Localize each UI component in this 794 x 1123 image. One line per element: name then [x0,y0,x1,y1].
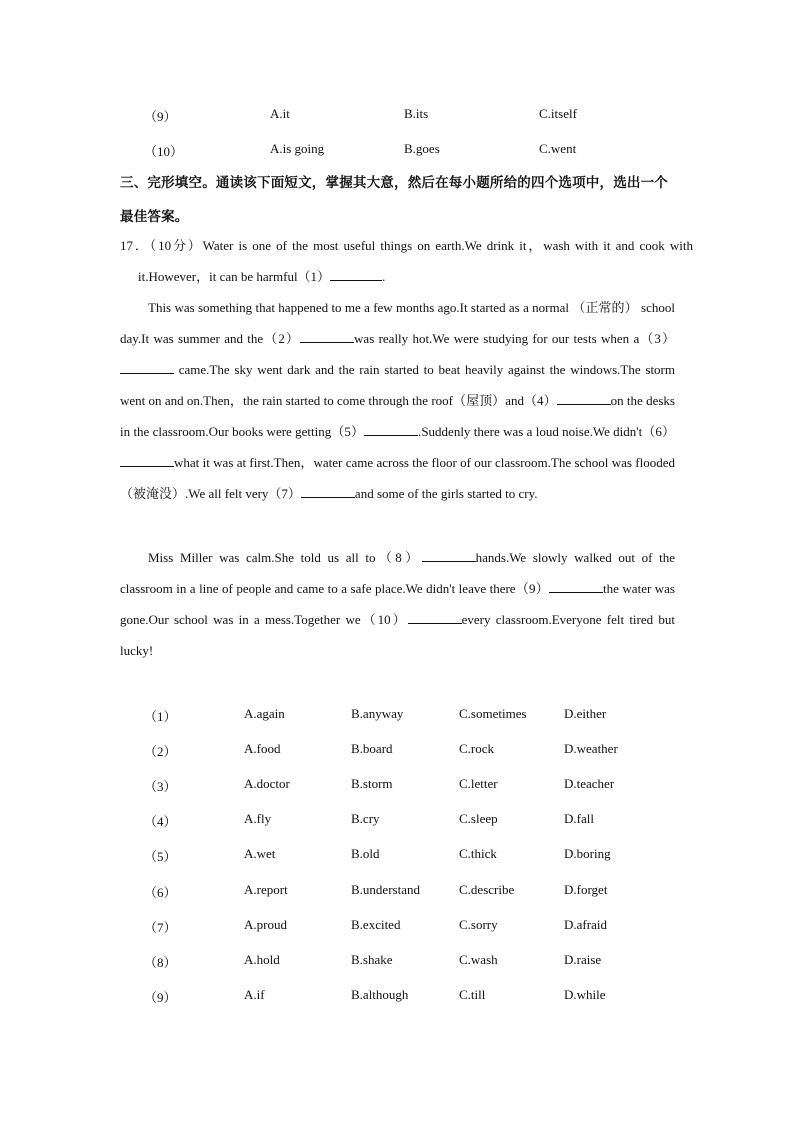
answer-blank [422,549,476,562]
option-row [0,706,794,726]
option-number: （5） [144,849,177,864]
question-number: 17．（10分） [120,238,203,253]
option-b: B.shake [351,952,393,967]
option-b: B.old [351,846,380,861]
prev-option-row [0,141,794,161]
option-b: B.board [351,741,393,756]
section-heading: 三、完形填空。通读该下面短文，掌握其大意，然后在每小题所给的四个选项中，选出一个最佳答案。 [120,175,668,224]
passage-text: . [382,269,386,284]
option-d: D.forget [564,882,608,897]
passage-text: Water is one of the most useful things on earth.We drink it，wash with it and cook with it.However，it can be harmful（1） [138,238,693,284]
option-c: C.wash [459,952,498,967]
option-number: （10） [144,144,184,159]
option-d: D.fall [564,811,594,826]
option-a: A.report [244,882,288,897]
answer-blank [120,454,174,467]
option-number: （3） [144,779,177,794]
option-row [0,952,794,972]
option-b: B.although [351,987,409,1002]
option-b: B.its [404,106,429,121]
option-d: D.teacher [564,776,615,791]
option-a: A.wet [244,846,276,861]
option-a: A.is going [270,141,325,156]
option-c: C.sleep [459,811,498,826]
answer-blank [301,485,355,498]
option-b: B.storm [351,776,393,791]
option-b: B.goes [404,141,440,156]
prev-option-row [0,106,794,126]
option-a: A.doctor [244,776,290,791]
passage-text: on the desks in the classroom.Our books were getting（5） [120,393,675,439]
option-b: B.understand [351,882,420,897]
option-d: D.boring [564,846,611,861]
passage-text: every classroom.Everyone felt tired but lucky! [120,612,675,658]
option-d: D.raise [564,952,602,967]
option-row [0,741,794,761]
option-c: C.sometimes [459,706,527,721]
option-number: （1） [144,709,177,724]
option-d: D.while [564,987,606,1002]
option-b: B.anyway [351,706,404,721]
answer-blank [364,423,418,436]
option-b: B.cry [351,811,380,826]
option-c: C.letter [459,776,498,791]
option-a: A.food [244,741,281,756]
answer-blank [120,361,174,374]
answer-blank [557,392,611,405]
passage-text: was really hot.We were studying for our tests when a（3） [354,331,675,346]
option-row [0,917,794,937]
option-row [0,987,794,1007]
option-d: D.either [564,706,607,721]
option-d: D.afraid [564,917,607,932]
option-a: A.again [244,706,285,721]
option-number: （4） [144,814,177,829]
option-c: C.went [539,141,577,156]
answer-blank [330,268,382,281]
option-c: C.itself [539,106,577,121]
option-c: C.thick [459,846,497,861]
passage-paragraph-1 [120,292,675,509]
passage-text: .Suddenly there was a loud noise.We didn't（6） [418,424,675,439]
option-c: C.sorry [459,917,498,932]
option-a: A.fly [244,811,272,826]
passage-text: This was something that happened to me a few months ago.It started as a normal （正常的） school day.It was summer and the（2） [120,300,675,346]
answer-blank [549,580,603,593]
option-number: （6） [144,885,177,900]
option-number: （9） [144,990,177,1005]
question-intro [120,230,693,292]
answer-blank [300,330,354,343]
option-a: A.hold [244,952,280,967]
option-row [0,776,794,796]
option-d: D.weather [564,741,618,756]
option-number: （7） [144,920,177,935]
passage-text: and some of the girls started to cry. [354,486,538,501]
option-b: B.excited [351,917,401,932]
option-a: A.proud [244,917,287,932]
option-c: C.describe [459,882,515,897]
passage-paragraph-2 [120,542,675,666]
passage-text: Miss Miller was calm.She told us all to（8） [148,550,422,565]
option-row [0,882,794,902]
option-a: A.if [244,987,265,1002]
passage-text: what it was at first.Then，water came across the floor of our classroom.The school was flooded （被淹没）.We all felt very（7） [120,455,675,501]
option-row [0,811,794,831]
option-number: （8） [144,955,177,970]
passage-text: the water was gone.Our school was in a mess.Together we（10） [120,581,675,627]
option-number: （2） [144,744,177,759]
option-number: （9） [144,109,177,124]
option-c: C.rock [459,741,495,756]
answer-blank [408,611,462,624]
passage-text: came.The sky went dark and the rain started to beat heavily against the windows.The storm went on and on.Then，the rain started to come through the roof（屋顶）and（4） [120,362,675,408]
option-a: A.it [270,106,290,121]
option-c: C.till [459,987,486,1002]
passage-text: hands.We slowly walked out of the classroom in a line of people and came to a safe place.We didn't leave there（9） [120,550,675,596]
option-row [0,846,794,866]
